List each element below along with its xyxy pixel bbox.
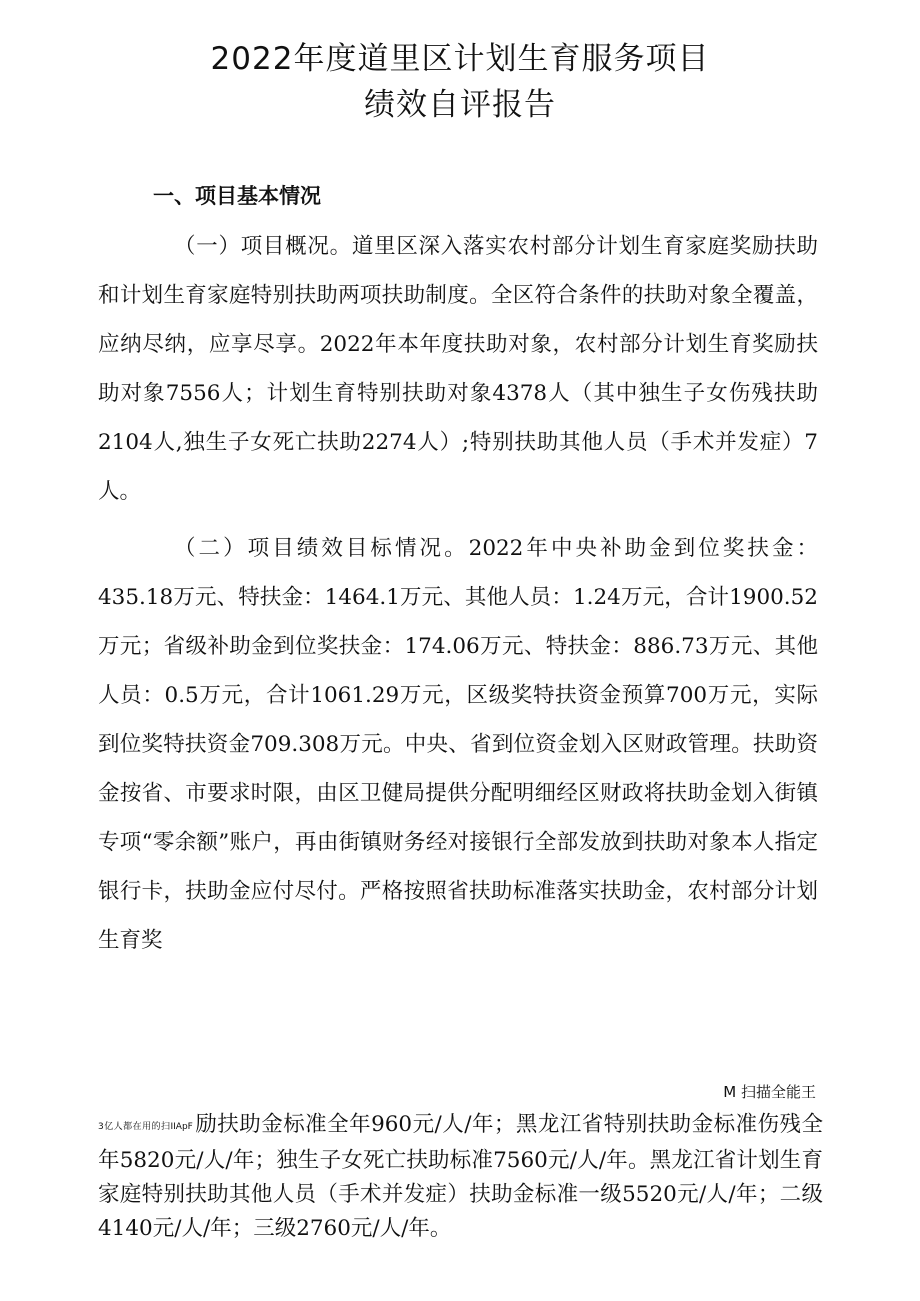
document-title-line1: 2022年度道里区计划生育服务项目	[210, 41, 710, 77]
section-heading-basic-info: 一、项目基本情况	[153, 184, 321, 208]
continuation-text: 励扶助金标准全年960元/人/年；黑龙江省特别扶助金标准伤残全年5820元/人/年；独生子女死亡扶助标准7560元/人/年。黑龙江省计划生育家庭特别扶助其他人员（手术并发症）扶助金标准一级5520元/人/年；二级4140元/人/年；三级2760元/人/年。	[98, 1112, 823, 1241]
paragraph-continuation	[98, 1108, 823, 1246]
scanner-watermark: M 扫描全能王	[723, 1083, 816, 1101]
document-title-line2: 绩效自评报告	[364, 87, 556, 123]
paragraph-project-overview: （一）项目概况。道里区深入落实农村部分计划生育家庭奖励扶助和计划生育家庭特别扶助两项扶助制度。全区符合条件的扶助对象全覆盖，应纳尽纳，应享尽享。2022年本年度扶助对象，农村部分计划生育奖励扶助对象7556人；计划生育特别扶助对象4378人（其中独生子女伤残扶助2104人,独生子女死亡扶助2274人）;特别扶助其他人员（手术并发症）7人。	[98, 234, 818, 504]
paragraph-performance-goals: （二）项目绩效目标情况。2022年中央补助金到位奖扶金：435.18万元、特扶金：1464.1万元、其他人员：1.24万元，合计1900.52万元；省级补助金到位奖扶金：174.06万元、特扶金：886.73万元、其他人员：0.5万元，合计1061.29万元，区级奖特扶资金预算700万元，实际到位奖特扶资金709.308万元。中央、省到位资金划入区财政管理。扶助资金按省、市要求时限，由区卫健局提供分配明细经区财政将扶助金划入街镇专项“零余额”账户，再由街镇财务经对接银行全部发放到扶助对象本人指定银行卡，扶助金应付尽付。严格按照省扶助标准落实扶助金，农村部分计划生育奖	[98, 536, 818, 953]
scan-app-tag: 3亿人都在用的扫IIApF	[98, 1122, 193, 1132]
